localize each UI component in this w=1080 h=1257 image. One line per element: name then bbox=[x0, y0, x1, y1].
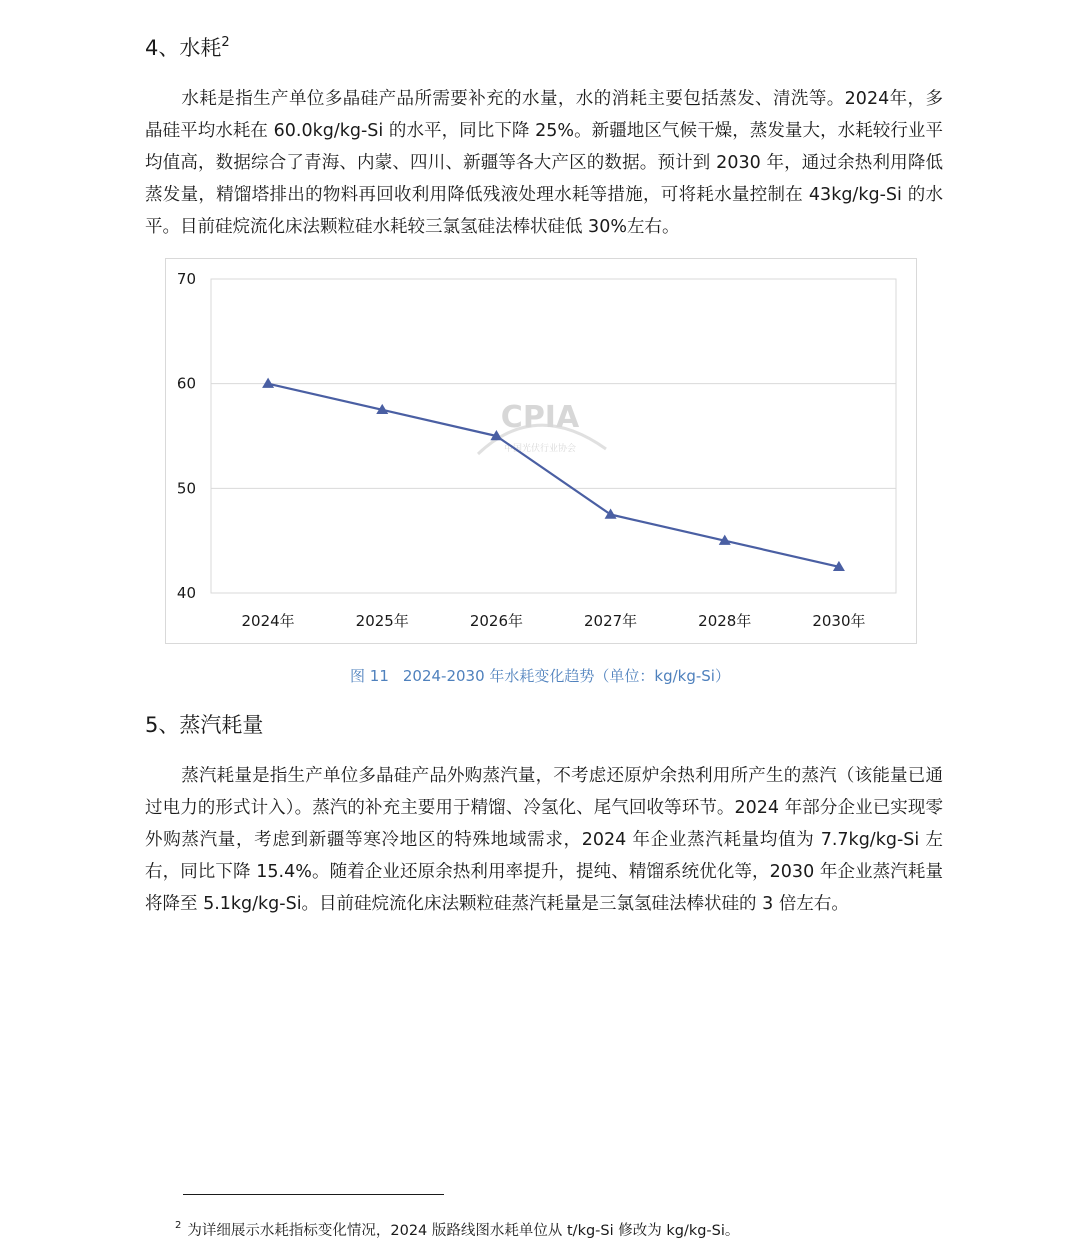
x-tick-label: 2025年 bbox=[355, 612, 409, 630]
y-tick-label: 50 bbox=[176, 479, 196, 498]
section-5-text: 蒸汽耗量是指生产单位多晶硅产品外购蒸汽量，不考虑还原炉余热利用所产生的蒸汽（该能量已通过电力的形式计入）。蒸汽的补充主要用于精馏、冷氢化、尾气回收等环节。2024 年部分企业已实现零外购蒸汽量，考虑到新疆等寒冷地区的特殊地域需求，2024 年企业蒸汽耗量均值为 7.7kg/kg-Si 左右，同比下降 15.4%。随着企业还原余热利用率提升，提纯、精馏系统优化等，2030 年企业蒸汽耗量将降至 5.1kg/kg-Si。目前硅烷流化床法颗粒硅蒸汽耗量是三氯氢硅法棒状硅的 3 倍左右。 bbox=[145, 766, 943, 914]
data-point-2024年 bbox=[262, 378, 274, 388]
footnote-reference[interactable]: 2 bbox=[221, 35, 230, 50]
x-tick-label: 2026年 bbox=[469, 612, 524, 630]
figure-number: 图 11 bbox=[350, 667, 389, 685]
y-tick-label: 70 bbox=[176, 270, 196, 288]
figure-caption bbox=[0, 665, 1080, 686]
footnote-separator bbox=[183, 1194, 444, 1195]
x-tick-label: 2027年 bbox=[583, 612, 638, 630]
chart-canvas bbox=[166, 259, 916, 643]
section-4-paragraph bbox=[145, 83, 943, 243]
plot-area-frame bbox=[211, 279, 896, 593]
section-5-title: 5、蒸汽耗量 bbox=[145, 713, 264, 737]
figure-caption-text: 2024-2030 年水耗变化趋势（单位：kg/kg-Si） bbox=[402, 667, 730, 685]
x-axis-ticks bbox=[241, 612, 865, 630]
footnote-marker: 2 bbox=[175, 1220, 182, 1231]
y-tick-label: 40 bbox=[176, 584, 196, 602]
section-5-paragraph bbox=[145, 760, 943, 920]
watermark-text: CPIA bbox=[500, 400, 580, 435]
watermark-subtext: 中国光伏行业协会 bbox=[503, 444, 577, 454]
x-tick-label: 2030年 bbox=[812, 612, 866, 630]
footnote-text: 为详细展示水耗指标变化情况，2024 版路线图水耗单位从 t/kg-Si 修改为 kg/kg-Si。 bbox=[187, 1223, 740, 1239]
x-tick-label: 2028年 bbox=[698, 612, 752, 630]
y-axis-ticks bbox=[177, 270, 196, 602]
section-4-heading bbox=[145, 34, 230, 62]
water-consumption-chart bbox=[165, 258, 917, 644]
section-4-text: 水耗是指生产单位多晶硅产品所需要补充的水量，水的消耗主要包括蒸发、清洗等。2024年，多晶硅平均水耗在 60.0kg/kg-Si 的水平，同比下降 25%。新疆地区气候干燥，蒸发量大，水耗较行业平均值高，数据综合了青海、内蒙、四川、新疆等各大产区的数据。预计到 2030 年，通过余热利用降低蒸发量，精馏塔排出的物料再回收利用降低残液处理水耗等措施，可将耗水量控制在 43kg/kg-Si 的水平。目前硅烷流化床法颗粒硅水耗较三氯氢硅法棒状硅低 30%左右。 bbox=[145, 89, 943, 237]
section-4-title: 4、水耗 bbox=[145, 36, 222, 60]
footnote bbox=[175, 1219, 739, 1240]
grid-lines bbox=[211, 279, 896, 593]
section-5-heading bbox=[145, 711, 263, 739]
data-point-2027年 bbox=[605, 509, 617, 519]
y-tick-label: 60 bbox=[176, 374, 196, 393]
cpia-watermark bbox=[478, 400, 606, 454]
x-tick-label: 2024年 bbox=[241, 612, 295, 630]
